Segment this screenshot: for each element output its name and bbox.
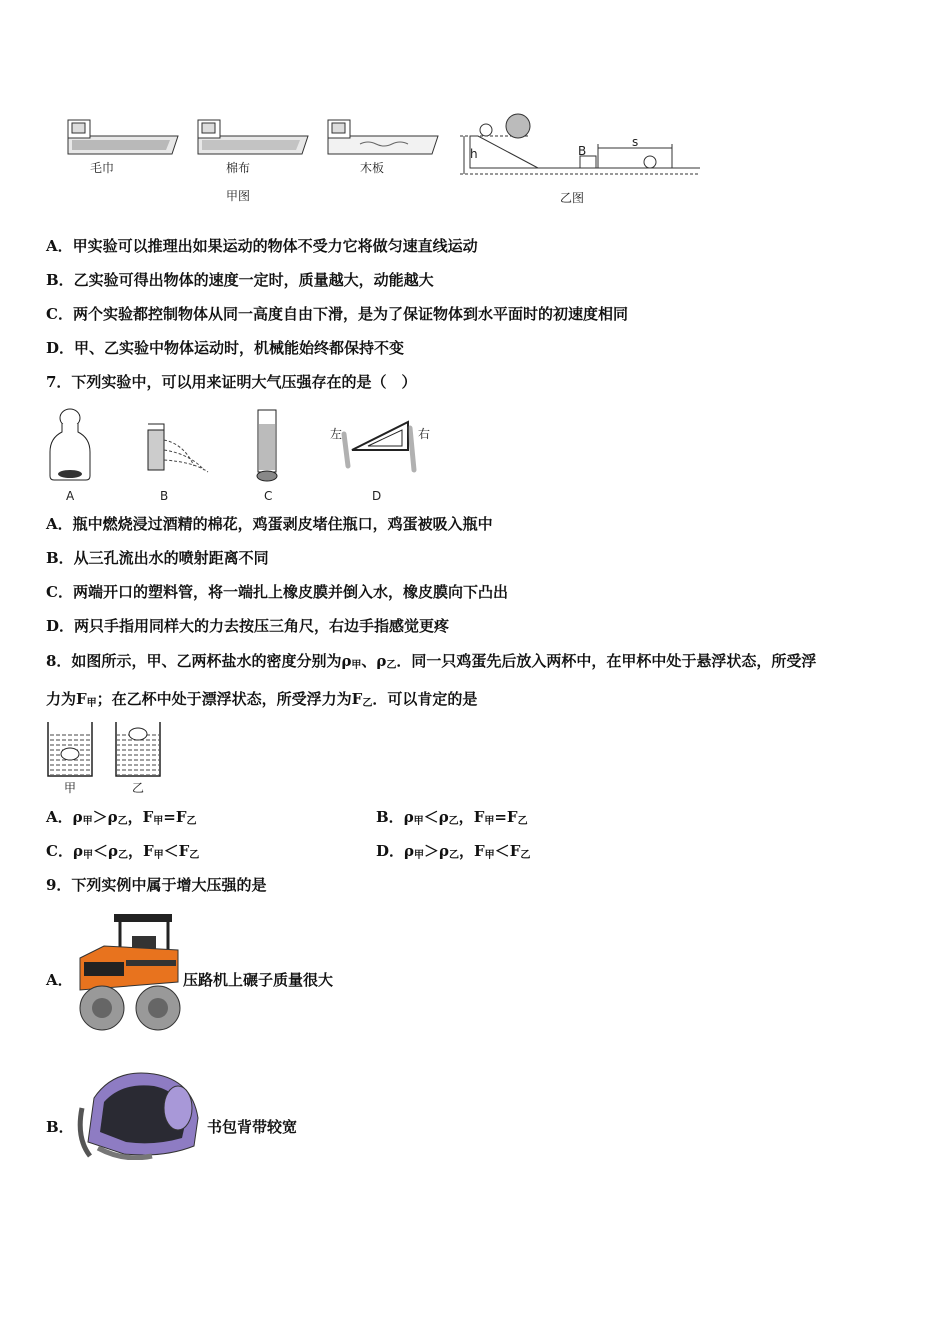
q8-stem2-post: ．可以肯定的是 bbox=[372, 690, 478, 708]
q8-stem-line2 bbox=[46, 689, 477, 714]
letter-s: s bbox=[632, 135, 639, 149]
caption-yi: 乙图 bbox=[559, 191, 585, 205]
q8-d-label: D． bbox=[376, 842, 405, 860]
q9-option-a-label: A． bbox=[46, 971, 73, 989]
q9-option-a-text: 压路机上碾子质量很大 bbox=[183, 971, 334, 989]
q7-option-c: C．两端开口的塑料管，将一端扎上橡皮膜并倒入水，橡皮膜向下凸出 bbox=[46, 583, 508, 601]
rho: ρ bbox=[107, 842, 118, 860]
q8-stem1-post: ．同一只鸡蛋先后放入两杯中，在甲杯中处于悬浮状态，所受浮 bbox=[396, 652, 817, 670]
q7-label-a: A bbox=[66, 489, 75, 503]
f: F bbox=[142, 842, 154, 860]
q8-stem2-mid: ；在乙杯中处于漂浮状态，所受浮力为F bbox=[96, 690, 363, 708]
three-holes-container bbox=[148, 424, 208, 472]
cup-label-jia: 甲 bbox=[64, 781, 77, 795]
q6-option-b: B．乙实验可得出物体的速度一定时，质量越大，动能越大 bbox=[46, 271, 434, 289]
sub-jia: 甲 bbox=[82, 816, 93, 827]
sub-yi: 乙 bbox=[117, 816, 128, 827]
op-lt: ＜ bbox=[163, 842, 179, 860]
sub-yi: 乙 bbox=[117, 850, 128, 861]
cup-label-yi: 乙 bbox=[132, 781, 145, 795]
q7-label-b: B bbox=[160, 489, 169, 503]
q6-figure bbox=[60, 108, 720, 208]
rho: ρ bbox=[403, 808, 414, 826]
sub-jia: 甲 bbox=[153, 850, 164, 861]
q7-stem: 7．下列实验中，可以用来证明大气压强存在的是（ ） bbox=[46, 373, 417, 391]
f: F bbox=[474, 842, 485, 860]
q9-option-b-label: B． bbox=[46, 1118, 74, 1136]
q8-a-label: A． bbox=[46, 808, 73, 826]
sub-jia: 甲 bbox=[153, 816, 164, 827]
label-left: 左 bbox=[330, 427, 343, 441]
q6-option-d: D．甲、乙实验中物体运动时，机械能始终都保持不变 bbox=[46, 339, 405, 357]
q8-figure bbox=[44, 718, 174, 796]
comma: ， bbox=[127, 842, 143, 860]
q6-option-a: A．甲实验可以推理出如果运动的物体不受力它将做匀速直线运动 bbox=[46, 237, 478, 255]
q8-option-d bbox=[376, 841, 530, 866]
f: F bbox=[473, 808, 485, 826]
f: F bbox=[509, 842, 521, 860]
q6-option-c: C．两个实验都控制物体从同一高度自由下滑，是为了保证物体到水平面时的初速度相同 bbox=[46, 305, 628, 323]
board-cotton bbox=[198, 120, 308, 154]
q7-label-c: C bbox=[264, 489, 273, 503]
cup-jia bbox=[48, 722, 92, 776]
sub-jia: 甲 bbox=[414, 850, 424, 861]
sub-yi: 乙 bbox=[362, 698, 373, 709]
sub-jia: 甲 bbox=[86, 698, 97, 709]
rho: ρ bbox=[72, 842, 83, 860]
rho: ρ bbox=[404, 842, 414, 860]
f: F bbox=[506, 808, 518, 826]
sub-yi: 乙 bbox=[189, 850, 200, 861]
comma: ， bbox=[458, 808, 474, 826]
f: F bbox=[175, 808, 187, 826]
q8-sep: 、ρ bbox=[361, 652, 387, 670]
q7-option-b: B．从三孔流出水的喷射距离不同 bbox=[46, 549, 269, 567]
bottle-egg bbox=[50, 409, 90, 480]
board-towel bbox=[68, 120, 178, 154]
q8-b-label: B． bbox=[376, 808, 404, 826]
rho: ρ bbox=[72, 808, 83, 826]
q8-stem2-pre: 力为F bbox=[46, 690, 87, 708]
triangle-ruler bbox=[344, 422, 414, 470]
label-cotton: 棉布 bbox=[225, 161, 251, 175]
label-right: 右 bbox=[418, 427, 431, 441]
letter-h: h bbox=[470, 147, 478, 161]
sub-yi: 乙 bbox=[520, 850, 531, 861]
f: F bbox=[178, 842, 190, 860]
op-eq: = bbox=[494, 808, 507, 826]
q8-option-a bbox=[46, 807, 197, 832]
sub-yi: 乙 bbox=[448, 816, 459, 827]
caption-jia: 甲图 bbox=[225, 189, 251, 203]
q8-option-c bbox=[46, 841, 199, 866]
board-wood bbox=[328, 120, 438, 154]
label-wood: 木板 bbox=[359, 161, 385, 175]
sub-jia: 甲 bbox=[484, 850, 495, 861]
sub-yi: 乙 bbox=[517, 816, 528, 827]
op-lt: ＜ bbox=[494, 842, 510, 860]
cup-yi bbox=[116, 722, 160, 776]
comma: ， bbox=[459, 842, 475, 860]
sub-jia: 甲 bbox=[351, 660, 362, 671]
q7-option-d: D．两只手指用同样大的力去按压三角尺，右边手指感觉更疼 bbox=[46, 617, 450, 635]
sub-jia: 甲 bbox=[413, 816, 424, 827]
op-gt: ＞ bbox=[92, 808, 108, 826]
rho: ρ bbox=[107, 808, 118, 826]
sub-yi: 乙 bbox=[186, 816, 197, 827]
tube-membrane bbox=[257, 410, 277, 481]
q9-option-b-text: 书包背带较宽 bbox=[207, 1118, 298, 1136]
op-gt: ＞ bbox=[424, 842, 440, 860]
q8-c-label: C． bbox=[46, 842, 73, 860]
letter-b: B bbox=[578, 144, 587, 158]
sub-jia: 甲 bbox=[484, 816, 495, 827]
q8-option-b bbox=[376, 807, 528, 832]
label-towel: 毛巾 bbox=[89, 161, 115, 175]
road-roller-image bbox=[74, 912, 184, 1032]
schoolbag-image bbox=[74, 1068, 206, 1160]
q7-figure bbox=[44, 404, 444, 508]
q8-stem-line1 bbox=[46, 651, 816, 676]
q9-stem: 9．下列实例中属于增大压强的是 bbox=[46, 876, 267, 894]
q7-option-a: A．瓶中燃烧浸过酒精的棉花，鸡蛋剥皮堵住瓶口，鸡蛋被吸入瓶中 bbox=[46, 515, 493, 533]
f: F bbox=[142, 808, 154, 826]
rho: ρ bbox=[439, 842, 449, 860]
sub-jia: 甲 bbox=[82, 850, 93, 861]
sub-yi: 乙 bbox=[449, 850, 459, 861]
op-lt: ＜ bbox=[423, 808, 439, 826]
sub-yi: 乙 bbox=[386, 660, 397, 671]
op-eq: = bbox=[163, 808, 176, 826]
q8-stem1-pre: 8．如图所示，甲、乙两杯盐水的密度分别为ρ bbox=[46, 652, 352, 670]
rho: ρ bbox=[438, 808, 449, 826]
op-lt: ＜ bbox=[92, 842, 108, 860]
comma: ， bbox=[127, 808, 143, 826]
q7-label-d: D bbox=[372, 489, 382, 503]
